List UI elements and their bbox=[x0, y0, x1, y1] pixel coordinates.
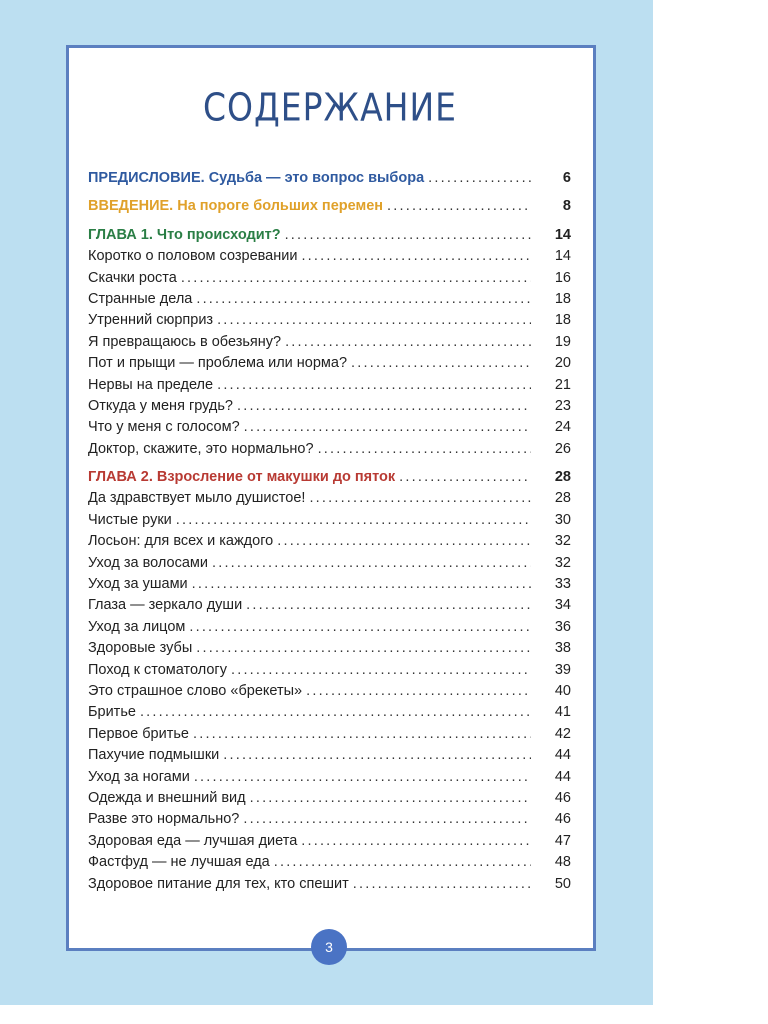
toc-item-row bbox=[88, 555, 571, 576]
toc-page-number: 39 bbox=[554, 661, 571, 678]
toc-leader-dots bbox=[285, 334, 531, 350]
toc-page-number: 50 bbox=[554, 875, 571, 892]
toc-chapter-row bbox=[88, 227, 571, 248]
toc-entry-label: Это страшное слово «брекеты» bbox=[88, 682, 303, 699]
toc-entry-label: Уход за лицом bbox=[88, 618, 186, 635]
toc-leader-dots bbox=[196, 291, 531, 307]
toc-page-number: 14 bbox=[554, 248, 571, 265]
toc-leader-dots bbox=[223, 747, 531, 763]
toc-item-row bbox=[88, 662, 571, 683]
toc-entry-label: Разве это нормально? bbox=[88, 811, 240, 828]
toc-leader-dots bbox=[301, 248, 531, 264]
toc-leader-dots bbox=[181, 270, 531, 286]
toc-item-row bbox=[88, 441, 571, 462]
page-number-badge: 3 bbox=[311, 929, 347, 965]
toc-page-number: 44 bbox=[554, 768, 571, 785]
toc-item-row bbox=[88, 398, 571, 419]
toc-item-row bbox=[88, 619, 571, 640]
toc-page-number: 28 bbox=[554, 490, 571, 507]
toc-entry-label: Бритье bbox=[88, 704, 136, 721]
toc-item-row bbox=[88, 377, 571, 398]
toc-page-number: 18 bbox=[554, 312, 571, 329]
toc-entry-label: Что у меня с голосом? bbox=[88, 419, 240, 436]
toc-leader-dots bbox=[212, 555, 531, 571]
toc-page-number: 26 bbox=[554, 440, 571, 457]
toc-entry-label: ГЛАВА 1. Что происходит? bbox=[88, 226, 281, 243]
toc-entry-label: Да здравствует мыло душистое! bbox=[88, 490, 306, 507]
toc-leader-dots bbox=[306, 683, 531, 699]
toc-item-row bbox=[88, 726, 571, 747]
toc-leader-dots bbox=[176, 512, 531, 528]
toc-item-row bbox=[88, 790, 571, 811]
toc-leader-dots bbox=[351, 355, 531, 371]
toc-entry-label: Коротко о половом созревании bbox=[88, 248, 298, 265]
toc-page-number: 40 bbox=[554, 682, 571, 699]
toc-entry-label: Чистые руки bbox=[88, 511, 172, 528]
toc-item-row bbox=[88, 355, 571, 376]
toc-page-number: 48 bbox=[554, 854, 571, 871]
toc-page-number: 19 bbox=[554, 333, 571, 350]
toc-item-row bbox=[88, 270, 571, 291]
toc-leader-dots bbox=[309, 490, 531, 506]
toc-page-number: 23 bbox=[554, 397, 571, 414]
toc-leader-dots bbox=[217, 312, 531, 328]
toc-page-number: 20 bbox=[554, 355, 571, 372]
toc-item-row bbox=[88, 854, 571, 875]
toc-leader-dots bbox=[244, 419, 531, 435]
toc-page-number: 21 bbox=[554, 376, 571, 393]
toc-entry-label: Фастфуд — не лучшая еда bbox=[88, 854, 270, 871]
table-of-contents bbox=[88, 170, 571, 897]
toc-item-row bbox=[88, 876, 571, 897]
toc-page-number: 46 bbox=[554, 811, 571, 828]
toc-entry-label: Нервы на пределе bbox=[88, 376, 214, 393]
toc-leader-dots bbox=[285, 227, 531, 243]
toc-entry-label: Утренний сюрприз bbox=[88, 312, 214, 329]
toc-leader-dots bbox=[250, 790, 531, 806]
toc-entry-label: Здоровая еда — лучшая диета bbox=[88, 832, 298, 849]
toc-entry-label: Скачки роста bbox=[88, 269, 177, 286]
toc-page-number: 42 bbox=[554, 725, 571, 742]
toc-entry-label: Уход за ногами bbox=[88, 768, 190, 785]
toc-leader-dots bbox=[193, 726, 531, 742]
toc-item-row bbox=[88, 769, 571, 790]
toc-entry-label: ГЛАВА 2. Взросление от макушки до пяток bbox=[88, 469, 396, 486]
toc-page-number: 38 bbox=[554, 640, 571, 657]
toc-leader-dots bbox=[428, 170, 531, 186]
toc-chapter-row bbox=[88, 469, 571, 490]
toc-item-row bbox=[88, 704, 571, 725]
toc-entry-label: Поход к стоматологу bbox=[88, 661, 227, 678]
toc-entry-label: Глаза — зеркало души bbox=[88, 597, 243, 614]
toc-leader-dots bbox=[243, 811, 531, 827]
toc-leader-dots bbox=[246, 597, 531, 613]
toc-item-row bbox=[88, 747, 571, 768]
toc-entry-label: Здоровые зубы bbox=[88, 640, 193, 657]
toc-item-row bbox=[88, 312, 571, 333]
toc-page-number: 46 bbox=[554, 789, 571, 806]
toc-entry-label: Одежда и внешний вид bbox=[88, 789, 246, 806]
toc-page-number: 14 bbox=[554, 226, 571, 243]
toc-item-row bbox=[88, 811, 571, 832]
toc-entry-label: Первое бритье bbox=[88, 725, 189, 742]
toc-entry-label: Доктор, скажите, это нормально? bbox=[88, 440, 314, 457]
toc-leader-dots bbox=[192, 576, 531, 592]
toc-page-number: 44 bbox=[554, 747, 571, 764]
toc-leader-dots bbox=[194, 769, 531, 785]
toc-item-row bbox=[88, 248, 571, 269]
toc-leader-dots bbox=[237, 398, 531, 414]
toc-item-row bbox=[88, 490, 571, 511]
toc-page-number: 6 bbox=[562, 170, 571, 186]
toc-leader-dots bbox=[189, 619, 531, 635]
toc-page-number: 34 bbox=[554, 597, 571, 614]
page-title: СОДЕРЖАНИЕ bbox=[202, 85, 458, 130]
toc-item-row bbox=[88, 533, 571, 554]
toc-leader-dots bbox=[231, 662, 531, 678]
toc-leader-dots bbox=[217, 377, 531, 393]
toc-item-row bbox=[88, 640, 571, 661]
toc-item-row bbox=[88, 419, 571, 440]
toc-leader-dots bbox=[318, 441, 531, 457]
toc-page-number: 28 bbox=[554, 469, 571, 486]
toc-leader-dots bbox=[140, 704, 531, 720]
toc-page-number: 41 bbox=[554, 704, 571, 721]
toc-item-row bbox=[88, 576, 571, 597]
toc-item-row bbox=[88, 683, 571, 704]
toc-leader-dots bbox=[387, 198, 531, 214]
toc-entry-label: Пахучие подмышки bbox=[88, 747, 220, 764]
toc-item-row bbox=[88, 597, 571, 618]
toc-page-number: 30 bbox=[554, 511, 571, 528]
toc-page-number: 32 bbox=[554, 554, 571, 571]
toc-item-row bbox=[88, 512, 571, 533]
toc-leader-dots bbox=[274, 854, 531, 870]
toc-entry-label: Откуда у меня грудь? bbox=[88, 397, 233, 414]
toc-page-number: 33 bbox=[554, 576, 571, 593]
toc-leader-dots bbox=[196, 640, 531, 656]
toc-leader-dots bbox=[399, 469, 531, 485]
toc-entry-label: ПРЕДИСЛОВИЕ. Судьба — это вопрос выбора bbox=[88, 170, 425, 186]
toc-leader-dots bbox=[301, 833, 531, 849]
toc-entry-label: Странные дела bbox=[88, 290, 193, 307]
toc-entry-label: Здоровое питание для тех, кто спешит bbox=[88, 875, 349, 892]
toc-leader-dots bbox=[277, 533, 531, 549]
toc-entry-label: Лосьон: для всех и каждого bbox=[88, 533, 274, 550]
toc-entry-label: Уход за ушами bbox=[88, 576, 188, 593]
toc-page-number: 8 bbox=[562, 198, 571, 215]
toc-item-row bbox=[88, 291, 571, 312]
toc-leader-dots bbox=[353, 876, 531, 892]
toc-entry-label: ВВЕДЕНИЕ. На пороге больших перемен bbox=[88, 198, 384, 215]
toc-page-number: 24 bbox=[554, 419, 571, 436]
toc-page-number: 18 bbox=[554, 290, 571, 307]
toc-entry-label: Пот и прыщи — проблема или норма? bbox=[88, 355, 348, 372]
toc-entry-label: Я превращаюсь в обезьяну? bbox=[88, 333, 282, 350]
toc-page-number: 32 bbox=[554, 533, 571, 550]
toc-page-number: 47 bbox=[554, 832, 571, 849]
toc-item-row bbox=[88, 833, 571, 854]
toc-page-number: 36 bbox=[554, 618, 571, 635]
toc-chapter-row bbox=[88, 170, 571, 191]
toc-item-row bbox=[88, 334, 571, 355]
toc-chapter-row bbox=[88, 198, 571, 219]
toc-page-number: 16 bbox=[554, 269, 571, 286]
toc-entry-label: Уход за волосами bbox=[88, 554, 208, 571]
